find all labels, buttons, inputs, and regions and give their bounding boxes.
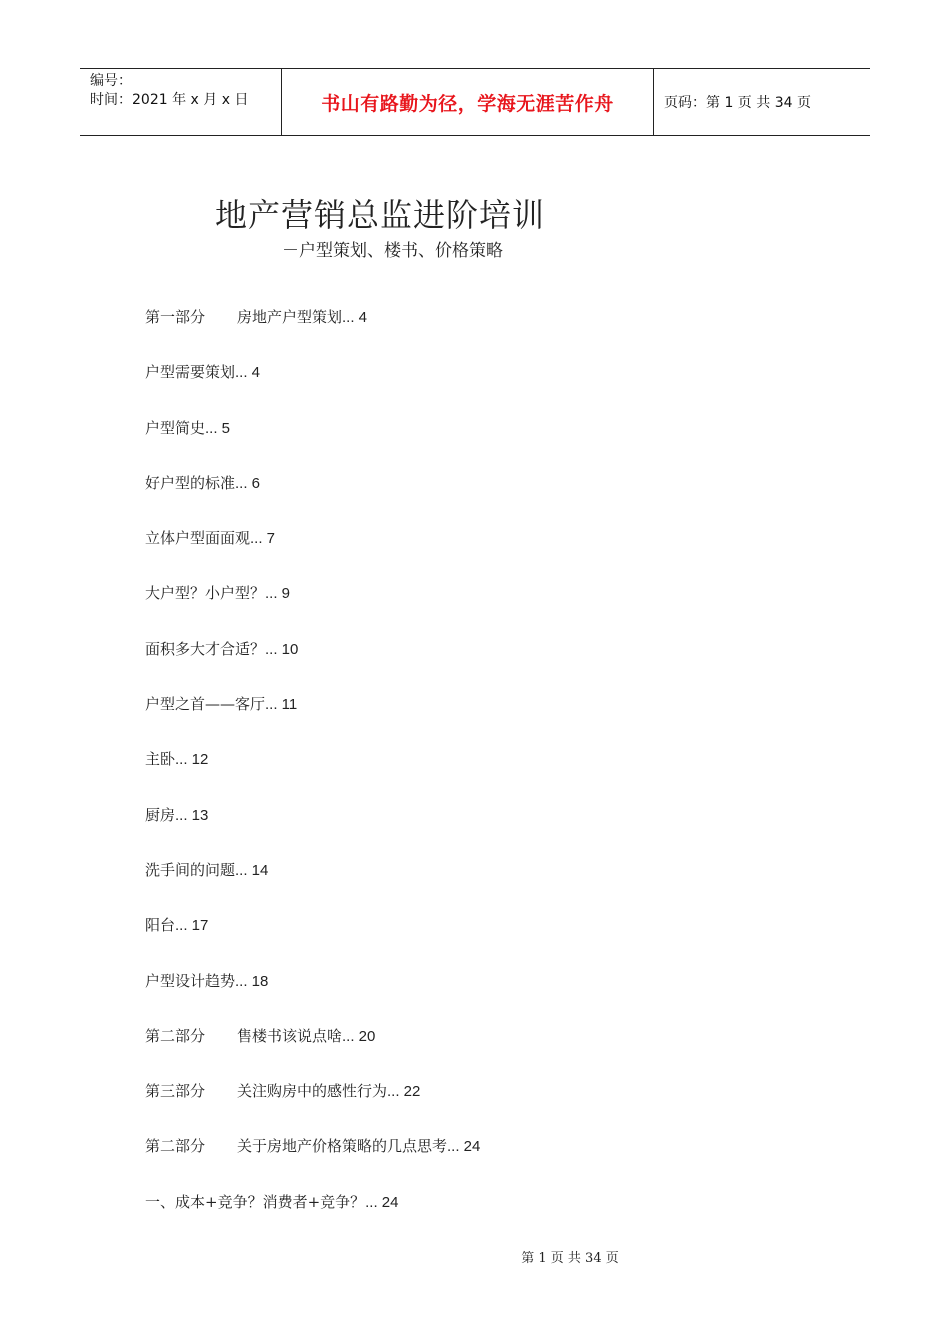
toc-entry-label: 关于房地产价格策略的几点思考 <box>237 1137 448 1156</box>
header-info-cell <box>80 69 282 135</box>
header-motto-cell <box>282 69 654 135</box>
toc-entry[interactable] <box>145 804 845 859</box>
toc-entry-label: 售楼书该说点啥 <box>237 1026 343 1045</box>
motto-text: 书山有路勤为径，学海无涯苦作舟 <box>321 92 614 115</box>
toc-entry[interactable] <box>145 970 845 1025</box>
toc-entry[interactable] <box>145 1080 845 1135</box>
toc-entry[interactable] <box>145 859 845 914</box>
toc-entry[interactable] <box>145 527 845 582</box>
toc-entry[interactable] <box>145 417 845 472</box>
toc-entry[interactable] <box>145 1025 845 1080</box>
page-info: 页码：第 1 页 共 34 页 <box>664 95 811 111</box>
toc-entry[interactable] <box>145 914 845 969</box>
toc-page-number: ... 24 <box>447 1138 481 1156</box>
document-subtitle: －户型策划、楼书、价格策略 <box>282 241 503 261</box>
page-header <box>80 68 870 136</box>
toc-page-number: ... 13 <box>175 806 209 824</box>
toc-page-number: ... 24 <box>365 1193 399 1211</box>
toc-entry-label: 洗手间的问题 <box>145 860 236 879</box>
toc-entry-label: 厨房 <box>145 805 176 824</box>
header-page-cell <box>654 69 870 135</box>
toc-entry-label: 一、成本+竞争？消费者+竞争？ <box>145 1192 366 1211</box>
toc-page-number: ... 7 <box>250 530 276 548</box>
page-footer: 第 1 页 共 34 页 <box>521 1251 619 1266</box>
toc-page-number: ... 10 <box>265 640 299 658</box>
toc-entry[interactable] <box>145 638 845 693</box>
toc-entry-label: 户型之首——客厅 <box>145 695 266 714</box>
toc-page-number: ... 20 <box>342 1027 376 1045</box>
toc-page-number: ... 6 <box>235 474 261 492</box>
toc-entry-label: 阳台 <box>145 916 176 935</box>
toc-entry[interactable] <box>145 1135 845 1190</box>
toc-entry-label: 好户型的标准 <box>145 473 236 492</box>
table-of-contents <box>145 306 845 1246</box>
toc-entry-label: 户型设计趋势 <box>145 971 236 990</box>
toc-entry[interactable] <box>145 361 845 416</box>
toc-entry-label: 面积多大才合适？ <box>145 639 266 658</box>
toc-entry-label: 关注购房中的感性行为 <box>237 1082 388 1101</box>
toc-page-number: ... 4 <box>235 364 261 382</box>
toc-entry-label: 主卧 <box>145 750 176 769</box>
toc-entry-label: 立体户型面面观 <box>145 529 251 548</box>
toc-page-number: ... 11 <box>265 696 298 714</box>
toc-entry[interactable] <box>145 693 845 748</box>
toc-page-number: ... 18 <box>235 972 269 990</box>
number-label: 编号： <box>90 73 132 89</box>
toc-page-number: ... 9 <box>265 585 291 603</box>
toc-part-label: 第三部分 <box>145 1082 206 1101</box>
toc-entry-label: 户型简史 <box>145 418 206 437</box>
toc-part-label: 第一部分 <box>145 308 206 326</box>
date-label: 时间：2021 年 x 月 x 日 <box>90 92 249 108</box>
document-title: 地产营销总监进阶培训 <box>215 196 546 234</box>
toc-entry[interactable] <box>145 748 845 803</box>
toc-entry-label: 大户型？小户型？ <box>145 584 266 603</box>
toc-page-number: ... 14 <box>235 861 269 879</box>
toc-page-number: ... 5 <box>205 419 231 437</box>
toc-entry[interactable] <box>145 1191 845 1246</box>
toc-page-number: ... 22 <box>387 1083 421 1101</box>
toc-entry-label: 户型需要策划 <box>145 363 236 382</box>
toc-page-number: ... 4 <box>342 309 368 326</box>
toc-entry[interactable] <box>145 472 845 527</box>
toc-page-number: ... 17 <box>175 917 209 935</box>
toc-page-number: ... 12 <box>175 751 209 769</box>
toc-part-label: 第二部分 <box>145 1137 206 1156</box>
toc-entry[interactable] <box>145 306 845 361</box>
toc-entry[interactable] <box>145 582 845 637</box>
toc-part-label: 第二部分 <box>145 1026 206 1045</box>
toc-entry-label: 房地产户型策划 <box>237 308 343 326</box>
